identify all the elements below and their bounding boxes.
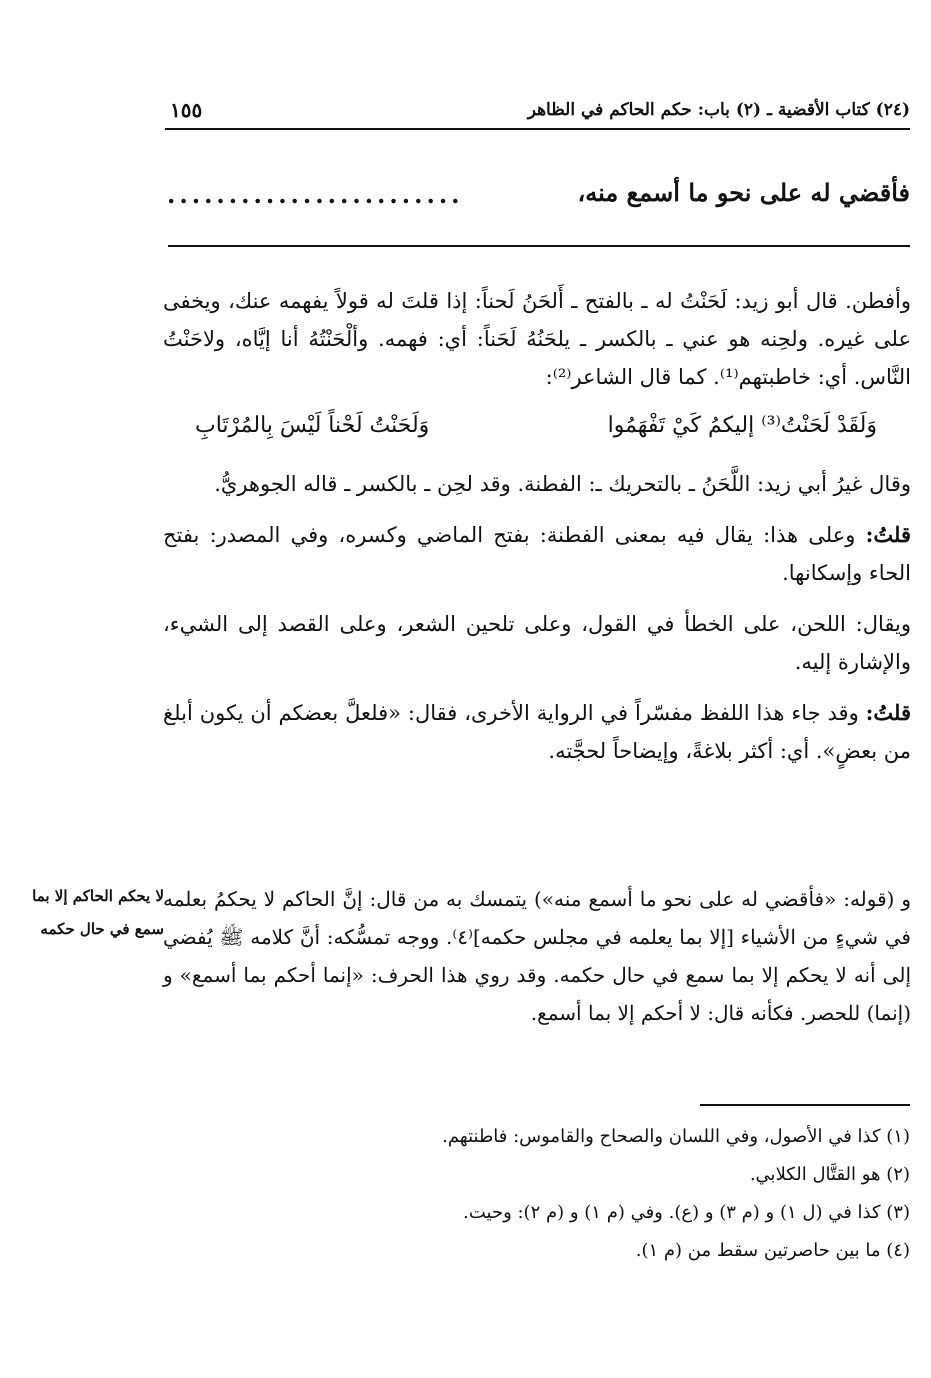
margin-note: لا يحكم الحاكم إلا بما سمع في حال حكمه [32,887,164,938]
hadith-text: فأقضي له على نحو ما أسمع منه، [577,178,910,207]
running-header [165,96,910,126]
qultu-label: قلتُ: [865,522,911,547]
verse-second-hemistich: وَلَحَنْتُ لَحْناً لَيْسَ بِالمُرْتَابِ [195,413,430,438]
paragraph-qultu-2 [163,694,911,770]
poetry-verse [163,396,911,452]
paragraph-lahn-meanings: ويقال: اللحن، على الخطأ في القول، وعلى تلحين الشعر، وعلى القصد إلى الشيء، والإشارة إليه. [163,612,911,674]
footnote-4: (٤) ما بين حاصرتين سقط من (م ١). [635,1240,910,1261]
explanation-body [163,282,911,770]
dotted-leader: ........................ [167,180,464,209]
header-rule [165,128,910,130]
paragraph-jawhari: وقال غيرُ أبي زيد: اللَّحَنُ ـ بالتحريك ـ: الفطنة. وقد لحِن ـ بالكسر ـ قاله الجوهريُّ. [214,472,911,496]
page-number: ١٥٥ [170,98,203,122]
footnote-1: (١) كذا في الأصول، وفي اللسان والصحاح والقاموس: فاطنتهم. [442,1126,910,1147]
paragraph-text: وعلى هذا: يقال فيه بمعنى الفطنة: بفتح الماضي وكسره، وفي المصدر: بفتح الحاء وإسكانها. [163,523,911,585]
commentary-paragraph: و (قوله: «فأقضي له على نحو ما أسمع منه») يتمسك به من قال: إنَّ الحاكم لا يحكمُ بعلمه في شيءٍ من الأشياء [إلا بما يعلمه في مجلس حكمه]⁽٤⁾. ووجه تمسُّكه: أنَّ كلامه ﷺ يُفضي إلى أنه لا يحكم إلا بما سمع في حال حكمه. وقد روي هذا الحرف: «إنما أحكم بما أسمع» و (إنما) للحصر. فكأنه قال: لا أحكم إلا بما أسمع. [163,887,911,1025]
footnotes [300,1118,910,1270]
footnote-3: (٣) كذا في (ل ١) و (م ٣) و (ع). وفي (م ١) و (م ٢): وحيت. [463,1202,910,1223]
qultu-label: قلتُ: [865,700,911,725]
footnote-2: (٢) هو القتَّال الكلابي. [749,1164,910,1185]
paragraph-text: وقد جاء هذا اللفظ مفسّراً في الرواية الأخرى، فقال: «فلعلَّ بعضكم أن يكون أبلغ من بعضٍ». أي: أكثر بلاغةً، وإيضاحاً لحجَّته. [163,701,911,763]
verse-first-hemistich: وَلَقَدْ لَحَنْتُ⁽³⁾ إليكمُ كَيْ تَفْهَمُوا [607,413,877,438]
hadith-line [165,178,910,218]
running-title: (٢٤) كتاب الأقضية ـ (٢) باب: حكم الحاكم في الظاهر [527,100,910,120]
section-rule [168,245,910,247]
footnote-rule [700,1104,910,1106]
paragraph-abu-zayd: وأفطن. قال أبو زيد: لَحَنْتُ له ـ بالفتح ـ أَلحَنُ لَحناً: إذا قلتَ له قولاً يفهمه عنك، ويخفى على غيره. ولحِنه هو عني ـ بالكسر ـ يلحَنُهُ لَحَناً: أي: فهمه. وألْحَنْتُهُ أنا إيَّاه، ولاحَنْتُ النَّاس. أي: خاطبتهم⁽¹⁾. كما قال الشاعر⁽²⁾: [163,289,911,389]
paragraph-qultu-1 [163,516,911,592]
